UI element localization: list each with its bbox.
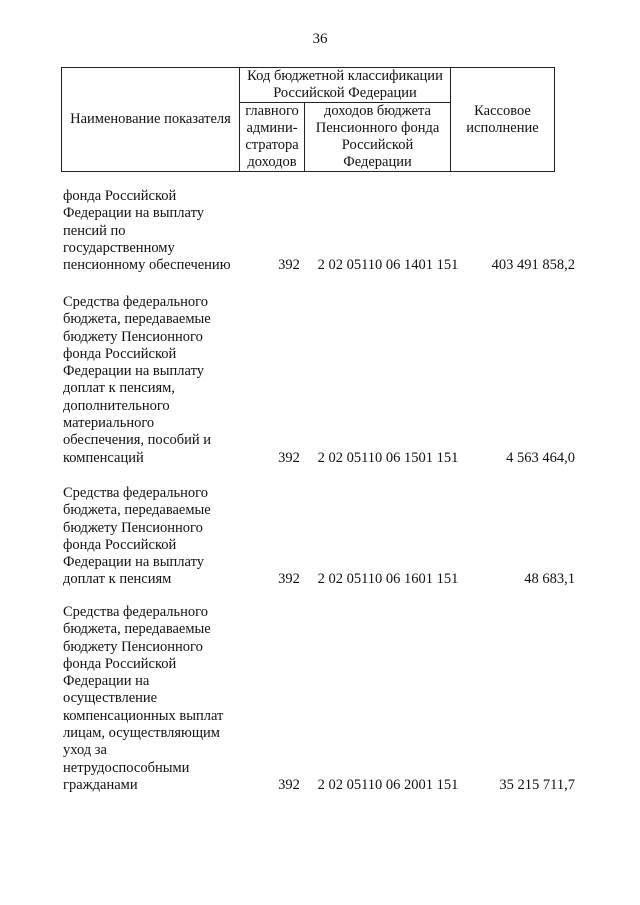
row-admin-code: 392	[278, 450, 300, 466]
row-admin-code: 392	[278, 777, 300, 793]
row-indicator-name: Средства федерального бюджета, передаваемые бюджету Пенсионного фонда Российской Федерации на осуществление компенсационных выплат лицам, осуществляющим уход за нетрудоспособными гражданами	[63, 604, 224, 793]
row-revenue-code: 2 02 05110 06 2001 151	[317, 777, 459, 793]
header-code-group: Код бюджетной классификации Российской Федерации	[240, 68, 451, 103]
row-amount: 4 563 464,0	[506, 450, 575, 466]
header-admin: главного админи- стратора доходов	[240, 103, 305, 172]
header-revenue-code: доходов бюджета Пенсионного фонда Российской Федерации	[305, 103, 451, 172]
row-amount: 403 491 858,2	[491, 257, 575, 273]
row-indicator-name: Средства федерального бюджета, передаваемые бюджету Пенсионного фонда Российской Федерации на выплату доплат к пенсиям, дополнительного материального обеспечения, пособий и компенсаций	[63, 294, 212, 466]
row-indicator-name: Средства федерального бюджета, передаваемые бюджету Пенсионного фонда Российской Федерации на выплату доплат к пенсиям	[63, 485, 211, 588]
row-revenue-code: 2 02 05110 06 1601 151	[317, 571, 459, 587]
row-revenue-code: 2 02 05110 06 1501 151	[317, 450, 459, 466]
header-execution: Кассовое исполнение	[451, 68, 555, 172]
table-header	[61, 67, 555, 172]
row-amount: 48 683,1	[524, 571, 575, 587]
row-amount: 35 215 711,7	[499, 777, 575, 793]
header-name: Наименование показателя	[62, 68, 240, 172]
row-admin-code: 392	[278, 257, 300, 273]
row-revenue-code: 2 02 05110 06 1401 151	[317, 257, 459, 273]
page-number: 36	[312, 31, 328, 47]
row-indicator-name: фонда Российской Федерации на выплату пенсий по государственному пенсионному обеспечению	[63, 188, 231, 274]
row-admin-code: 392	[278, 571, 300, 587]
